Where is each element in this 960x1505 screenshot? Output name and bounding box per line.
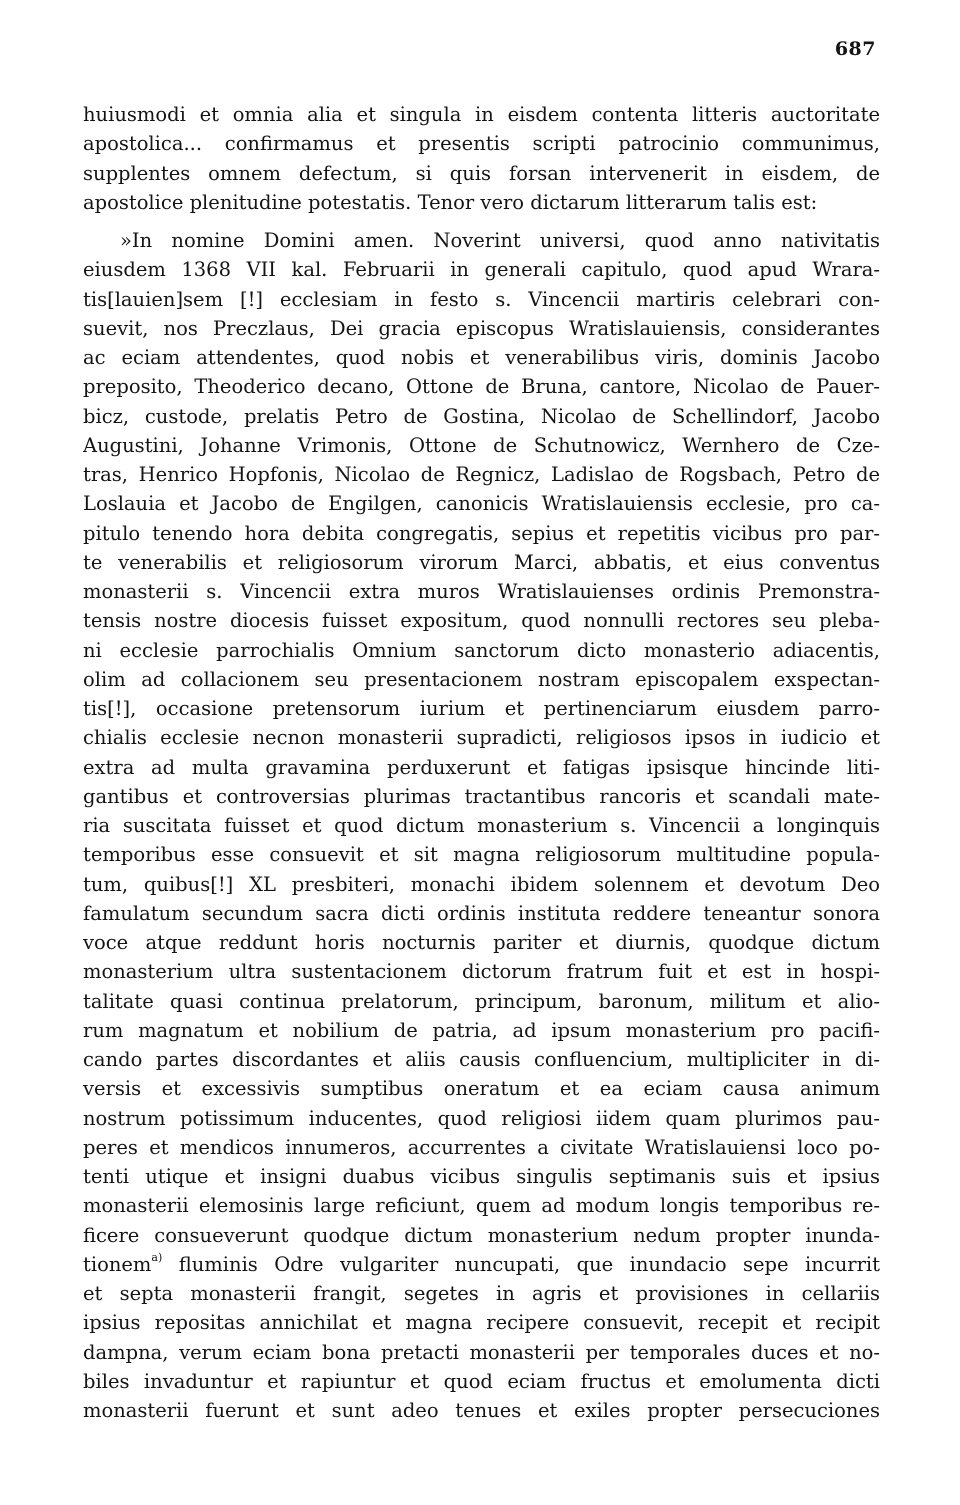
text-line: tum, quibus[!] XL presbiteri, monachi ibidem solennem et devotum Deo xyxy=(83,872,880,896)
text-line: talitate quasi continua prelatorum, principum, baronum, militum et alio- xyxy=(83,989,880,1013)
text-line: Augustini, Johanne Vrimonis, Ottone de Schutnowicz, Wernhero de Cze- xyxy=(83,433,880,457)
text-line: biles invaduntur et rapiuntur et quod eciam fructus et emolumenta dicti xyxy=(83,1369,880,1393)
text-line: gantibus et controversias plurimas tractantibus rancoris et scandali mate- xyxy=(83,784,880,808)
text-line: monasterii s. Vincencii extra muros Wratislauienses ordinis Premonstra- xyxy=(83,580,880,603)
text-line: suevit, nos Preczlaus, Dei gracia episcopus Wratislauiensis, considerantes xyxy=(83,316,880,340)
text-line: monasterii elemosinis large reficiunt, quem ad modum longis temporibus re- xyxy=(83,1194,880,1218)
text-line: tis[!], occasione pretensorum iurium et pertinenciarum eiusdem parro- xyxy=(83,697,880,720)
text-line: preposito, Theoderico decano, Ottone de Bruna, cantore, Nicolao de Pauer- xyxy=(83,375,880,399)
text-line: et septa monasterii frangit, segetes in agris et provisiones in cellariis xyxy=(83,1282,880,1305)
text-line: voce atque reddunt horis nocturnis pariter et diurnis, quodque dictum xyxy=(83,931,880,954)
text-line: dampna, verum eciam bona pretacti monasterii per temporales duces et no- xyxy=(83,1340,880,1364)
text-line: eiusdem 1368 VII kal. Februarii in generali capitulo, quod apud Wrara- xyxy=(83,258,880,282)
text-line: pitulo tenendo hora debita congregatis, sepius et repetitis vicibus pro par- xyxy=(83,521,880,545)
text-fragment: fluminis Odre vulgariter nuncupati, que inundacio sepe incurrit xyxy=(178,1252,880,1276)
text-line xyxy=(83,1425,880,1454)
text-line: olim ad collacionem seu presentacionem nostram episcopalem exspectan- xyxy=(83,667,880,691)
text-line: ficere consueverunt quodque dictum monasterium nedum propter inunda- xyxy=(83,1223,880,1247)
text-line: versis et excessivis sumptibus oneratum et ea eciam causa animum xyxy=(83,1077,880,1101)
text-line: monasterii fuerunt et sunt adeo tenues et exiles propter persecuciones xyxy=(83,1399,880,1422)
text-line: peres et mendicos innumeros, accurrentes a civitate Wratislauiensi loco po- xyxy=(83,1135,880,1159)
text-line: ria suscitata fuisset et quod dictum monasterium s. Vincencii a longinquis xyxy=(83,814,880,837)
text-line: supplentes omnem defectum, si quis forsan intervenerit in eisdem, de xyxy=(83,161,880,185)
text-line: tenti utique et insigni duabus vicibus singulis septimanis suis et ipsius xyxy=(83,1165,880,1188)
text-line: ac eciam attendentes, quod nobis et venerabilibus viris, dominis Jacobo xyxy=(83,346,880,369)
text-line-with-footnote xyxy=(83,1250,880,1279)
text-line: tensis nostre diocesis fuisset expositum, quod nonnulli rectores seu pleba- xyxy=(83,609,880,633)
text-line: »In nomine Domini amen. Noverint universi, quod anno nativitatis xyxy=(120,229,880,252)
text-line: nostrum potissimum inducentes, quod religiosi iidem quam plurimos pau- xyxy=(83,1106,880,1130)
text-line: monasterium ultra sustentacionem dictorum fratrum fuit et est in hospi- xyxy=(83,960,880,984)
text-line: rum magnatum et nobilium de patria, ad ipsum monasterium pro pacifi- xyxy=(83,1018,880,1042)
text-line: temporibus esse consuevit et sit magna religiosorum multitudine popula- xyxy=(83,843,880,867)
text-line: huiusmodi et omnia alia et singula in eisdem contenta litteris auctoritate xyxy=(83,103,880,126)
text-line: te venerabilis et religiosorum virorum Marci, abbatis, et eius conventus xyxy=(83,550,880,574)
text-line: apostolice plenitudine potestatis. Tenor vero dictarum litterarum talis est: xyxy=(83,190,818,214)
text-line: famulatum secundum sacra dicti ordinis instituta reddere teneantur sonora xyxy=(83,901,880,925)
page-number: 687 xyxy=(834,38,876,60)
document-body xyxy=(83,100,880,1455)
footnote-marker: a) xyxy=(151,1251,163,1265)
text-line: apostolica... confirmamus et presentis scripti patrocinio communimus, xyxy=(83,132,880,156)
paragraph-1 xyxy=(83,100,880,217)
text-fragment: tionem xyxy=(83,1252,152,1276)
text-line: cando partes discordantes et aliis causis confluencium, multipliciter in di- xyxy=(83,1048,880,1071)
text-line: extra ad multa gravamina perduxerunt et fatigas ipsisque hincinde liti- xyxy=(83,755,880,779)
text-line: tras, Henrico Hopfonis, Nicolao de Regnicz, Ladislao de Rogsbach, Petro de xyxy=(83,463,880,486)
text-line: chialis ecclesie necnon monasterii supradicti, religiosos ipsos in iudicio et xyxy=(83,726,880,750)
text-line: Loslauia et Jacobo de Engilgen, canonicis Wratislauiensis ecclesie, pro ca- xyxy=(83,492,880,516)
text-line: tis[lauien]sem [!] ecclesiam in festo s. Vincencii martiris celebrari con- xyxy=(83,287,880,311)
text-line: bicz, custode, prelatis Petro de Gostina, Nicolao de Schellindorf, Jacobo xyxy=(83,404,880,428)
text-line: ni ecclesie parrochialis Omnium sanctorum dicto monasterio adiacentis, xyxy=(83,638,880,662)
text-line: ipsius repositas annichilat et magna recipere consuevit, recepit et recipit xyxy=(83,1311,880,1335)
paragraph-2 xyxy=(83,226,880,1455)
